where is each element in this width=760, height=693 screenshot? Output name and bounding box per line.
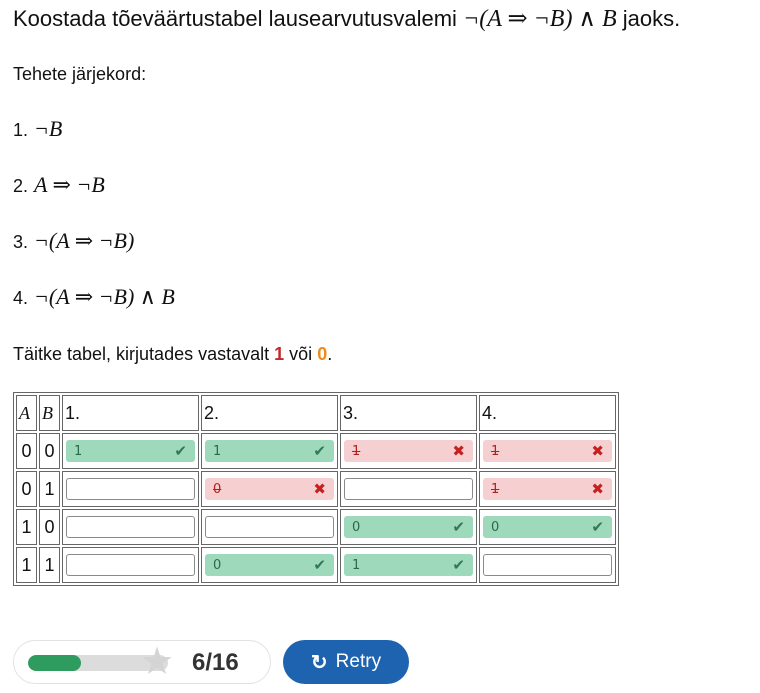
cross-icon: ✖ [591,442,604,460]
answer-input[interactable] [66,440,195,462]
retry-button[interactable] [283,640,409,684]
answer-input[interactable] [483,440,612,462]
answer-input[interactable] [344,554,473,576]
input-a-cell: 0 [16,471,37,507]
answer-cell [201,433,338,469]
score-separator: / [205,649,213,676]
table-row [16,471,616,507]
answer-cell [479,509,616,545]
answer-input[interactable] [483,554,612,576]
step-expression: ¬(A ⇒ ¬B) [34,228,135,253]
step-number: 4. [13,288,29,308]
answer-cell [479,433,616,469]
answer-cell [62,509,199,545]
step-4 [13,284,175,310]
answer-value: 0 [352,519,361,535]
step-1 [13,116,62,142]
input-a-cell: 1 [16,509,37,545]
answer-cell [340,547,477,583]
title-suffix: jaoks. [622,6,681,31]
table-row [16,547,616,583]
input-b-cell: 1 [39,547,60,583]
title-text: Koostada tõeväärtustabel lausearvutusvalemi [13,6,457,31]
input-b-cell: 0 [39,509,60,545]
answer-input[interactable] [66,478,195,500]
task-title [13,4,680,33]
title-formula: ¬(A ⇒ ¬B) ∧ B [463,6,617,32]
score-value: 6 [192,649,206,676]
check-icon: ✔ [452,556,465,574]
answer-cell [201,509,338,545]
answer-value: 1 [213,443,222,459]
value-one: 1 [274,344,285,364]
answer-value: 1 [491,443,500,459]
answer-value: 1 [74,443,83,459]
table-row [16,509,616,545]
input-b-cell: 1 [39,471,60,507]
step-2 [13,172,105,198]
input-a-cell: 1 [16,547,37,583]
answer-cell [201,547,338,583]
cross-icon: ✖ [591,480,604,498]
step-expression: ¬(A ⇒ ¬B) ∧ B [34,284,175,309]
instruction-or: või [289,344,313,364]
cross-icon: ✖ [452,442,465,460]
step-expression: ¬B [34,116,63,141]
instruction-text: Täitke tabel, kirjutades vastavalt [13,344,270,364]
answer-input[interactable] [344,516,473,538]
table-row [16,433,616,469]
check-icon: ✔ [452,518,465,536]
answer-value: 1 [352,557,361,573]
answer-input[interactable] [344,440,473,462]
answer-cell [62,471,199,507]
star-icon: ★ [140,641,175,683]
header-b: B [39,395,60,431]
header-step-3: 3. [340,395,477,431]
answer-input[interactable] [344,478,473,500]
header-step-1: 1. [62,395,199,431]
progress-bar-fill [28,655,81,671]
step-3 [13,228,134,254]
answer-value: 0 [213,557,222,573]
check-icon: ✔ [591,518,604,536]
answer-input[interactable] [66,516,195,538]
step-expression: A ⇒ ¬B [34,172,105,197]
answer-value: 0 [491,519,500,535]
table-header-row [16,395,616,431]
answer-input[interactable] [66,554,195,576]
cross-icon: ✖ [313,480,326,498]
check-icon: ✔ [313,442,326,460]
answer-input[interactable] [205,478,334,500]
header-step-2: 2. [201,395,338,431]
answer-cell [340,509,477,545]
answer-cell [340,433,477,469]
answer-cell [340,471,477,507]
answer-cell [479,471,616,507]
answer-cell [62,433,199,469]
refresh-icon: ↻ [310,651,328,674]
input-b-cell: 0 [39,433,60,469]
progress-indicator [13,640,271,684]
step-number: 1. [13,120,29,140]
answer-input[interactable] [205,516,334,538]
answer-value: 1 [491,481,500,497]
answer-input[interactable] [483,516,612,538]
truth-table [13,392,619,586]
score [192,649,239,677]
check-icon: ✔ [313,556,326,574]
answer-value: 1 [352,443,361,459]
answer-input[interactable] [483,478,612,500]
answer-input[interactable] [205,440,334,462]
instruction-end: . [327,344,333,364]
answer-cell [62,547,199,583]
order-heading: Tehete järjekord: [13,64,147,84]
score-total: 16 [212,649,239,676]
answer-cell [479,547,616,583]
check-icon: ✔ [174,442,187,460]
step-number: 3. [13,232,29,252]
retry-label: Retry [335,651,382,672]
answer-cell [201,471,338,507]
header-a: A [16,395,37,431]
value-zero: 0 [317,344,328,364]
step-number: 2. [13,176,29,196]
answer-value: 0 [213,481,222,497]
answer-input[interactable] [205,554,334,576]
header-step-4: 4. [479,395,616,431]
instruction [13,344,332,365]
input-a-cell: 0 [16,433,37,469]
